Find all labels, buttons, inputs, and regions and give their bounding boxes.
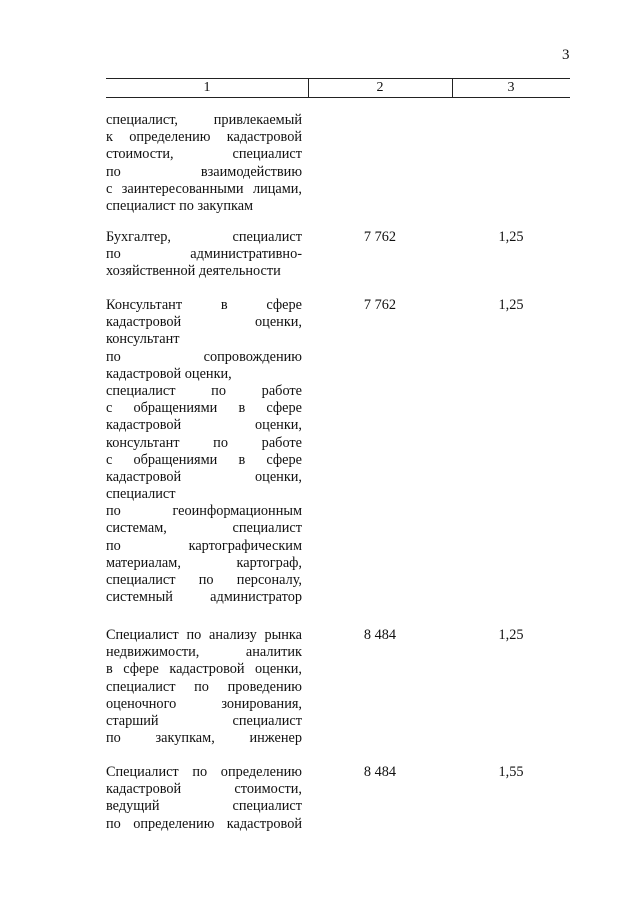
coefficient-cell: 1,25 bbox=[498, 229, 524, 245]
position-title-line: старший специалист bbox=[106, 712, 302, 729]
position-title-line: системам, специалист bbox=[106, 520, 302, 537]
position-title-line: по закупкам, инженер bbox=[106, 730, 302, 747]
position-title-line: кадастровой оценки, bbox=[106, 417, 302, 434]
position-title-line: Бухгалтер, специалист bbox=[106, 229, 302, 245]
position-title-line: консультант bbox=[106, 331, 180, 348]
position-title-line: недвижимости, аналитик bbox=[106, 644, 302, 661]
coefficient-cell: 1,25 bbox=[498, 297, 524, 313]
position-title-cell bbox=[106, 229, 302, 281]
position-title-line: специалист по персоналу, bbox=[106, 572, 302, 588]
salary-cell: 8 484 bbox=[363, 627, 397, 643]
position-title-line: оценочного зонирования, bbox=[106, 695, 302, 712]
salary-cell: 7 762 bbox=[363, 229, 397, 245]
table-header-bottom-rule bbox=[106, 97, 570, 98]
position-title-line: специалист по работе bbox=[106, 382, 302, 399]
position-title-cell bbox=[106, 627, 302, 747]
page-number: 3 bbox=[562, 47, 570, 63]
position-title-line: по административно- bbox=[106, 246, 302, 263]
position-title-line: специалист, привлекаемый bbox=[106, 112, 302, 128]
column-header-2: 2 bbox=[376, 80, 384, 95]
salary-cell: 7 762 bbox=[363, 297, 397, 313]
position-title-line: по сопровождению bbox=[106, 348, 302, 365]
position-title-line: кадастровой оценки, bbox=[106, 314, 302, 331]
coefficient-cell: 1,25 bbox=[498, 627, 524, 643]
position-title-line: ведущий специалист bbox=[106, 798, 302, 815]
position-title-line: по картографическим bbox=[106, 537, 302, 554]
position-title-line: материалам, картограф, bbox=[106, 554, 302, 571]
position-title-line: к определению кадастровой bbox=[106, 129, 302, 146]
position-title-line: с обращениями в сфере bbox=[106, 400, 302, 417]
position-title-line: системный администратор bbox=[106, 589, 302, 606]
position-title-cell bbox=[106, 297, 302, 606]
column-header-1: 1 bbox=[203, 80, 211, 95]
position-title-line: с заинтересованными лицами, bbox=[106, 180, 302, 197]
position-title-line: кадастровой стоимости, bbox=[106, 781, 302, 798]
position-title-line: специалист по закупкам bbox=[106, 197, 254, 214]
position-title-line: кадастровой оценки, bbox=[106, 365, 232, 382]
salary-cell: 8 484 bbox=[363, 764, 397, 780]
coefficient-cell: 1,55 bbox=[498, 764, 524, 780]
position-title-line: по определению кадастровой bbox=[106, 815, 302, 832]
position-title-line: по геоинформационным bbox=[106, 503, 302, 520]
position-title-cell bbox=[106, 112, 302, 215]
position-title-line: хозяйственной деятельности bbox=[106, 263, 281, 280]
position-title-line: с обращениями в сфере bbox=[106, 451, 302, 468]
position-title-line: Специалист по определению bbox=[106, 764, 302, 780]
position-title-line: по взаимодействию bbox=[106, 163, 302, 180]
position-title-cell bbox=[106, 764, 302, 833]
position-title-line: кадастровой оценки, bbox=[106, 468, 302, 485]
position-title-line: в сфере кадастровой оценки, bbox=[106, 661, 302, 678]
position-title-line: специалист bbox=[106, 486, 176, 503]
position-title-line: Консультант в сфере bbox=[106, 297, 302, 313]
position-title-line: Специалист по анализу рынка bbox=[106, 627, 302, 643]
position-title-line: специалист по проведению bbox=[106, 678, 302, 695]
position-title-line: стоимости, специалист bbox=[106, 146, 302, 163]
position-title-line: консультант по работе bbox=[106, 434, 302, 451]
column-header-3: 3 bbox=[507, 80, 515, 95]
